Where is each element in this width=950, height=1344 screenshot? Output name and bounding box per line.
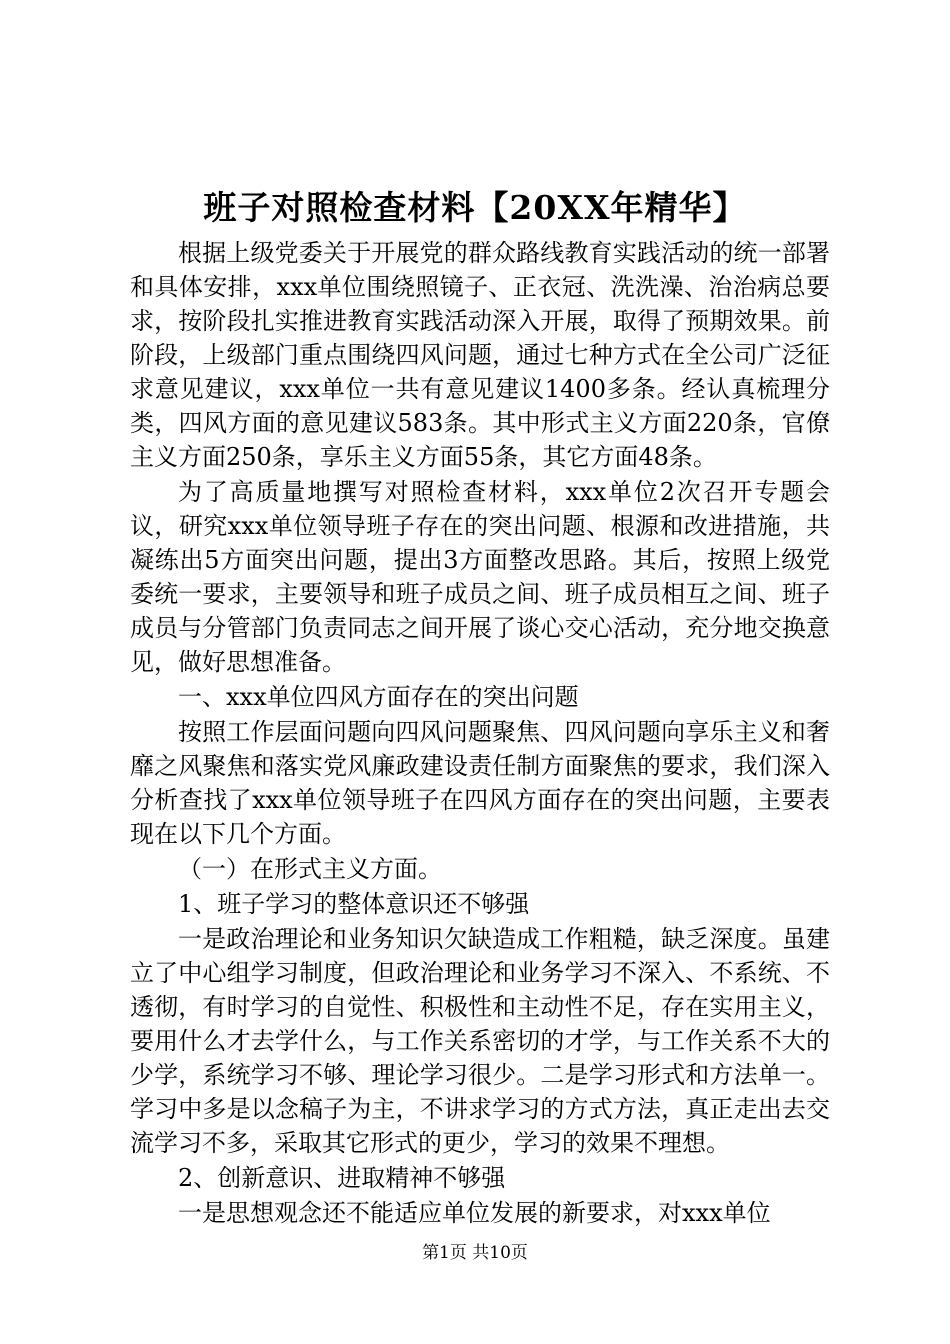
body-paragraph: 一是思想观念还不能适应单位发展的新要求，对xxx单位 <box>178 1199 771 1227</box>
section-heading: 1、班子学习的整体意识还不够强 <box>178 890 530 918</box>
document-body <box>130 236 830 1231</box>
page-footer: 第1页 共10页 <box>422 1243 528 1263</box>
body-paragraph: 一是政治理论和业务知识欠缺造成工作粗糙，缺乏深度。虽建立了中心组学习制度，但政治理论和业务学习不深入、不系统、不透彻，有时学习的自觉性、积极性和主动性不足，存在实用主义，要用什么才去学什么，与工作关系密切的才学，与工作关系不大的少学，系统学习不够、理论学习很少。二是学习形式和方法单一。学习中多是以念稿子为主，不讲求学习的方式方法，真正走出去交流学习不多，采取其它形式的更少，学习的效果不理想。 <box>130 925 830 1157</box>
section-heading: 2、创新意识、进取精神不够强 <box>178 1164 506 1192</box>
document-title: 班子对照检查材料【20XX年精华】 <box>203 188 747 227</box>
section-heading: 一、xxx单位四风方面存在的突出问题 <box>178 683 579 711</box>
body-paragraph: 根据上级党委关于开展党的群众路线教育实践活动的统一部署和具体安排，xxx单位围绕照镜子、正衣冠、洗洗澡、治治病总要求，按阶段扎实推进教育实践活动深入开展，取得了预期效果。前阶段，上级部门重点围绕四风问题，通过七种方式在全公司广泛征求意见建议，xxx单位一共有意见建议1400多条。经认真梳理分类，四风方面的意见建议583条。其中形式主义方面220条，官僚主义方面250条，享乐主义方面55条，其它方面48条。 <box>130 239 830 471</box>
body-paragraph: 按照工作层面问题向四风问题聚焦、四风问题向享乐主义和奢靡之风聚焦和落实党风廉政建设责任制方面聚焦的要求，我们深入分析查找了xxx单位领导班子在四风方面存在的突出问题，主要表现在以下几个方面。 <box>130 718 830 848</box>
body-paragraph: 为了高质量地撰写对照检查材料，xxx单位2次召开专题会议，研究xxx单位领导班子存在的突出问题、根源和改进措施，共凝练出5方面突出问题，提出3方面整改思路。其后，按照上级党委统一要求，主要领导和班子成员之间、班子成员相互之间、班子成员与分管部门负责同志之间开展了谈心交心活动，充分地交换意见，做好思想准备。 <box>130 478 830 676</box>
section-heading: （一）在形式主义方面。 <box>178 855 442 883</box>
